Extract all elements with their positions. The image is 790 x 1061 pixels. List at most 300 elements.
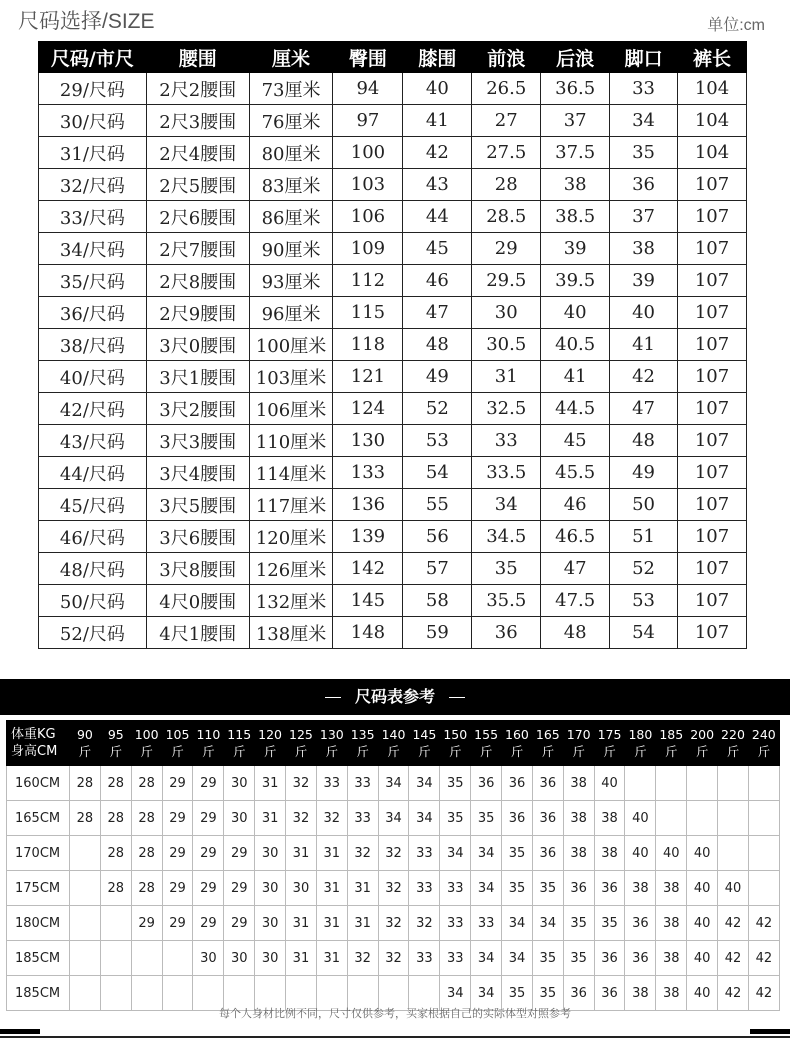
size-cell: 59 [403,617,472,649]
weight-unit: 斤 [418,744,431,759]
weight-unit: 斤 [726,744,740,759]
size-value-cell [162,941,193,976]
size-value-cell: 28 [70,801,101,836]
weight-value: 165 [535,727,560,742]
size-cell: 46/尺码 [39,521,147,553]
weight-header-cell [471,721,502,766]
size-row [39,425,747,457]
weight-unit: 斤 [140,744,153,759]
size-cell: 100厘米 [249,329,333,361]
size-value-cell: 28 [131,871,162,906]
size-value-cell: 32 [378,871,409,906]
size-cell: 36 [472,617,541,649]
size-value-cell: 42 [718,941,749,976]
size-value-cell: 31 [286,906,317,941]
size-cell: 107 [678,457,747,489]
size-value-cell: 35 [594,906,625,941]
weight-header-cell [502,721,533,766]
size-cell: 35 [472,553,541,585]
size-value-cell: 31 [286,836,317,871]
size-value-cell: 38 [656,976,687,1011]
size-value-cell: 40 [594,766,625,801]
size-cell: 103 [333,169,403,201]
weight-unit: 斤 [109,744,123,759]
size-value-cell: 28 [100,766,131,801]
size-cell: 107 [678,489,747,521]
size-table [38,41,747,649]
weight-unit: 斤 [541,744,555,759]
weight-unit: 斤 [479,744,493,759]
weight-value: 120 [258,727,283,742]
size-value-cell: 32 [316,801,347,836]
size-cell: 104 [678,73,747,105]
size-cell: 107 [678,521,747,553]
size-value-cell: 34 [409,766,440,801]
size-value-cell [748,871,779,906]
weight-header-cell [162,721,193,766]
size-cell: 55 [403,489,472,521]
size-cell: 40 [610,297,678,329]
page-title: 尺码选择/SIZE [18,10,155,33]
weight-value: 95 [107,727,124,742]
weight-unit: 斤 [695,744,709,759]
size-cell: 58 [403,585,472,617]
size-value-cell: 34 [532,906,563,941]
size-cell: 49 [403,361,472,393]
size-cell: 30 [472,297,541,329]
size-value-cell: 38 [625,871,656,906]
size-cell: 46 [541,489,610,521]
size-cell: 97 [333,105,403,137]
size-value-cell: 38 [563,766,594,801]
weight-header-cell [316,721,347,766]
size-value-cell: 31 [316,871,347,906]
size-value-cell [687,801,718,836]
size-value-cell [656,801,687,836]
size-cell: 42 [403,137,472,169]
size-cell: 47 [541,553,610,585]
size-value-cell [656,766,687,801]
weight-header-cell [409,721,440,766]
size-cell: 54 [610,617,678,649]
weight-header-cell [440,721,471,766]
size-cell: 2尺9腰围 [146,297,249,329]
size-value-cell: 31 [347,871,378,906]
size-value-cell: 33 [409,941,440,976]
size-cell: 142 [333,553,403,585]
size-cell: 3尺8腰围 [146,553,249,585]
size-cell: 34 [472,489,541,521]
weight-header-cell [748,721,779,766]
size-value-cell: 30 [255,941,286,976]
size-cell: 3尺0腰围 [146,329,249,361]
size-value-cell [131,941,162,976]
size-cell: 109 [333,233,403,265]
height-label: 身高CM [11,744,58,759]
weight-unit: 斤 [171,744,184,759]
size-row [39,553,747,585]
weight-value: 140 [381,727,406,742]
size-value-cell: 38 [594,801,625,836]
size-cell: 103厘米 [249,361,333,393]
size-cell: 107 [678,425,747,457]
size-cell: 110厘米 [249,425,333,457]
size-value-cell: 38 [656,871,687,906]
size-cell: 27 [472,105,541,137]
weight-value: 125 [289,727,313,742]
size-value-cell: 31 [255,766,286,801]
size-row [39,617,747,649]
size-cell: 112 [333,265,403,297]
size-value-cell: 28 [70,766,101,801]
size-value-cell: 36 [625,941,656,976]
weight-header-cell [100,721,131,766]
size-cell: 133 [333,457,403,489]
size-value-cell: 34 [502,941,533,976]
weight-unit: 斤 [294,744,308,759]
size-value-cell [70,836,101,871]
size-cell: 46 [403,265,472,297]
size-cell: 45/尺码 [39,489,147,521]
size-cell: 124 [333,393,403,425]
size-value-cell: 34 [471,871,502,906]
size-value-cell: 36 [532,766,563,801]
size-value-cell: 33 [347,801,378,836]
size-cell: 48 [403,329,472,361]
size-cell: 35.5 [472,585,541,617]
size-value-cell: 30 [224,801,255,836]
weight-unit: 斤 [263,744,277,759]
size-value-cell: 35 [532,941,563,976]
weight-header-cell [687,721,718,766]
weight-value: 90 [76,727,93,742]
size-cell: 106 [333,201,403,233]
size-cell: 96厘米 [249,297,333,329]
size-cell: 73厘米 [249,73,333,105]
size-value-cell: 36 [471,766,502,801]
size-value-cell: 42 [718,976,749,1011]
size-value-cell: 30 [255,836,286,871]
size-cell: 107 [678,329,747,361]
size-row [39,137,747,169]
size-cell: 2尺5腰围 [146,169,249,201]
size-cell: 107 [678,393,747,425]
size-cell: 2尺8腰围 [146,265,249,297]
size-cell: 115 [333,297,403,329]
size-value-cell: 29 [193,906,224,941]
size-value-cell: 32 [347,941,378,976]
size-value-cell [100,941,131,976]
size-value-cell: 42 [718,906,749,941]
size-cell: 44.5 [541,393,610,425]
size-cell: 117厘米 [249,489,333,521]
size-value-cell: 34 [378,766,409,801]
size-value-cell: 31 [255,801,286,836]
size-cell: 31 [472,361,541,393]
size-value-cell: 34 [502,906,533,941]
size-cell: 43/尺码 [39,425,147,457]
weight-unit: 斤 [572,744,585,759]
size-cell: 2尺6腰围 [146,201,249,233]
size-row [39,329,747,361]
weight-value: 135 [350,727,375,742]
size-value-cell: 34 [440,836,471,871]
size-value-cell: 38 [594,836,625,871]
size-cell: 47 [403,297,472,329]
weight-value: 130 [319,727,344,742]
size-cell: 33 [610,73,678,105]
size-cell: 3尺2腰围 [146,393,249,425]
size-value-cell: 42 [748,976,779,1011]
banner-dash-left [325,697,341,698]
size-value-cell: 33 [471,906,502,941]
weight-unit: 斤 [603,744,616,759]
weight-header-cell [70,721,101,766]
weight-value: 100 [134,727,159,742]
weight-value: 200 [690,727,715,742]
size-cell: 3尺5腰围 [146,489,249,521]
size-cell: 3尺6腰围 [146,521,249,553]
size-cell: 138厘米 [249,617,333,649]
reference-table-header [7,721,780,766]
size-cell: 139 [333,521,403,553]
size-row [39,457,747,489]
size-cell: 42/尺码 [39,393,147,425]
size-cell: 38 [541,169,610,201]
size-value-cell: 28 [131,836,162,871]
size-cell: 33 [472,425,541,457]
weight-value: 105 [165,727,190,742]
size-value-cell: 33 [347,766,378,801]
size-value-cell: 30 [224,766,255,801]
size-cell: 93厘米 [249,265,333,297]
size-cell: 50 [610,489,678,521]
size-cell: 90厘米 [249,233,333,265]
size-header-cell: 厘米 [249,42,333,73]
size-value-cell: 33 [440,906,471,941]
corner-mark-right [750,1029,790,1034]
reference-row [7,836,780,871]
size-cell: 136 [333,489,403,521]
size-cell: 45 [403,233,472,265]
size-row [39,233,747,265]
size-value-cell: 32 [347,836,378,871]
size-value-cell: 42 [748,906,779,941]
size-value-cell [100,906,131,941]
size-cell: 121 [333,361,403,393]
weight-value: 145 [412,727,437,742]
size-cell: 2尺4腰围 [146,137,249,169]
reference-table [6,720,780,1011]
weight-header-cell [532,721,563,766]
reference-row [7,941,780,976]
size-cell: 107 [678,585,747,617]
weight-value: 115 [227,727,252,742]
size-table-header [39,42,747,73]
weight-value: 150 [443,727,468,742]
size-cell: 86厘米 [249,201,333,233]
size-cell: 4尺0腰围 [146,585,249,617]
size-value-cell: 36 [532,801,563,836]
size-value-cell: 35 [563,906,594,941]
size-cell: 29.5 [472,265,541,297]
size-cell: 36 [610,169,678,201]
weight-header-cell [378,721,409,766]
weight-value: 185 [659,727,684,742]
size-cell: 41 [610,329,678,361]
size-value-cell: 28 [131,801,162,836]
weight-value: 220 [721,727,745,742]
size-value-cell: 35 [502,836,533,871]
size-cell: 33.5 [472,457,541,489]
reference-banner-title: 尺码表参考 [354,687,435,706]
size-value-cell: 36 [594,871,625,906]
size-value-cell [718,836,749,871]
size-cell: 32/尺码 [39,169,147,201]
size-value-cell [718,801,749,836]
size-cell: 35/尺码 [39,265,147,297]
size-row [39,169,747,201]
size-value-cell: 29 [224,906,255,941]
size-header-cell: 膝围 [403,42,472,73]
size-value-cell: 40 [687,906,718,941]
weight-value: 160 [505,727,529,742]
size-cell: 36.5 [541,73,610,105]
size-value-cell: 28 [100,801,131,836]
size-cell: 104 [678,137,747,169]
size-cell: 47 [610,393,678,425]
size-cell: 48 [610,425,678,457]
size-cell: 30.5 [472,329,541,361]
size-value-cell: 35 [563,941,594,976]
size-value-cell: 29 [131,906,162,941]
size-row [39,361,747,393]
size-cell: 52/尺码 [39,617,147,649]
size-cell: 29 [472,233,541,265]
size-row [39,585,747,617]
size-cell: 34/尺码 [39,233,147,265]
size-cell: 53 [610,585,678,617]
weight-unit: 斤 [634,744,647,759]
size-cell: 34.5 [472,521,541,553]
size-value-cell: 40 [687,871,718,906]
size-cell: 41 [403,105,472,137]
size-cell: 27.5 [472,137,541,169]
corner-mark-left [0,1029,40,1034]
size-value-cell: 35 [440,766,471,801]
size-cell: 30/尺码 [39,105,147,137]
size-value-cell [70,871,101,906]
size-cell: 26.5 [472,73,541,105]
size-cell: 32.5 [472,393,541,425]
size-cell: 40 [541,297,610,329]
size-value-cell: 40 [656,836,687,871]
size-value-cell: 30 [255,871,286,906]
size-cell: 104 [678,105,747,137]
height-cell: 165CM [7,801,70,836]
size-cell: 118 [333,329,403,361]
size-value-cell: 34 [471,836,502,871]
size-value-cell: 38 [563,801,594,836]
reference-row [7,906,780,941]
size-value-cell: 36 [594,941,625,976]
size-cell: 43 [403,169,472,201]
size-value-cell: 28 [131,766,162,801]
size-cell: 38 [610,233,678,265]
weight-header-cell [594,721,625,766]
weight-header-cell [255,721,286,766]
size-cell: 39.5 [541,265,610,297]
size-value-cell [687,766,718,801]
bottom-divider [0,1036,790,1038]
size-cell: 47.5 [541,585,610,617]
size-value-cell: 40 [687,836,718,871]
size-cell: 48 [541,617,610,649]
weight-height-label [7,721,70,766]
size-value-cell: 29 [193,871,224,906]
size-value-cell: 34 [471,976,502,1011]
size-row [39,105,747,137]
size-value-cell: 38 [563,836,594,871]
size-value-cell: 29 [224,871,255,906]
weight-header-cell [718,721,749,766]
weight-label: 体重KG [11,727,56,742]
size-header-cell: 脚口 [610,42,678,73]
size-cell: 120厘米 [249,521,333,553]
size-value-cell: 31 [316,941,347,976]
reference-row [7,871,780,906]
size-value-cell: 35 [532,871,563,906]
weight-value: 240 [751,727,776,742]
size-value-cell: 38 [656,906,687,941]
size-cell: 46.5 [541,521,610,553]
weight-header-cell [224,721,255,766]
size-value-cell: 29 [193,801,224,836]
size-value-cell: 35 [471,801,502,836]
size-cell: 107 [678,233,747,265]
size-value-cell [748,836,779,871]
size-value-cell: 32 [378,836,409,871]
size-cell: 83厘米 [249,169,333,201]
weight-header-cell [131,721,162,766]
size-value-cell: 28 [100,836,131,871]
reference-banner [0,679,790,715]
size-cell: 148 [333,617,403,649]
reference-row [7,801,780,836]
size-cell: 100 [333,137,403,169]
size-cell: 44/尺码 [39,457,147,489]
height-cell: 175CM [7,871,70,906]
height-cell: 185CM [7,976,70,1011]
size-header-cell: 前浪 [472,42,541,73]
weight-value: 180 [628,727,653,742]
size-value-cell: 40 [625,836,656,871]
size-header-cell: 后浪 [541,42,610,73]
size-cell: 42 [610,361,678,393]
weight-header-cell [193,721,224,766]
size-value-cell: 36 [563,871,594,906]
weight-value: 155 [474,727,499,742]
size-value-cell: 36 [563,976,594,1011]
size-value-cell [70,941,101,976]
size-cell: 37 [541,105,610,137]
size-value-cell: 31 [286,941,317,976]
size-value-cell: 29 [162,801,193,836]
size-value-cell: 30 [286,871,317,906]
size-cell: 3尺1腰围 [146,361,249,393]
size-cell: 40.5 [541,329,610,361]
size-value-cell: 40 [718,871,749,906]
